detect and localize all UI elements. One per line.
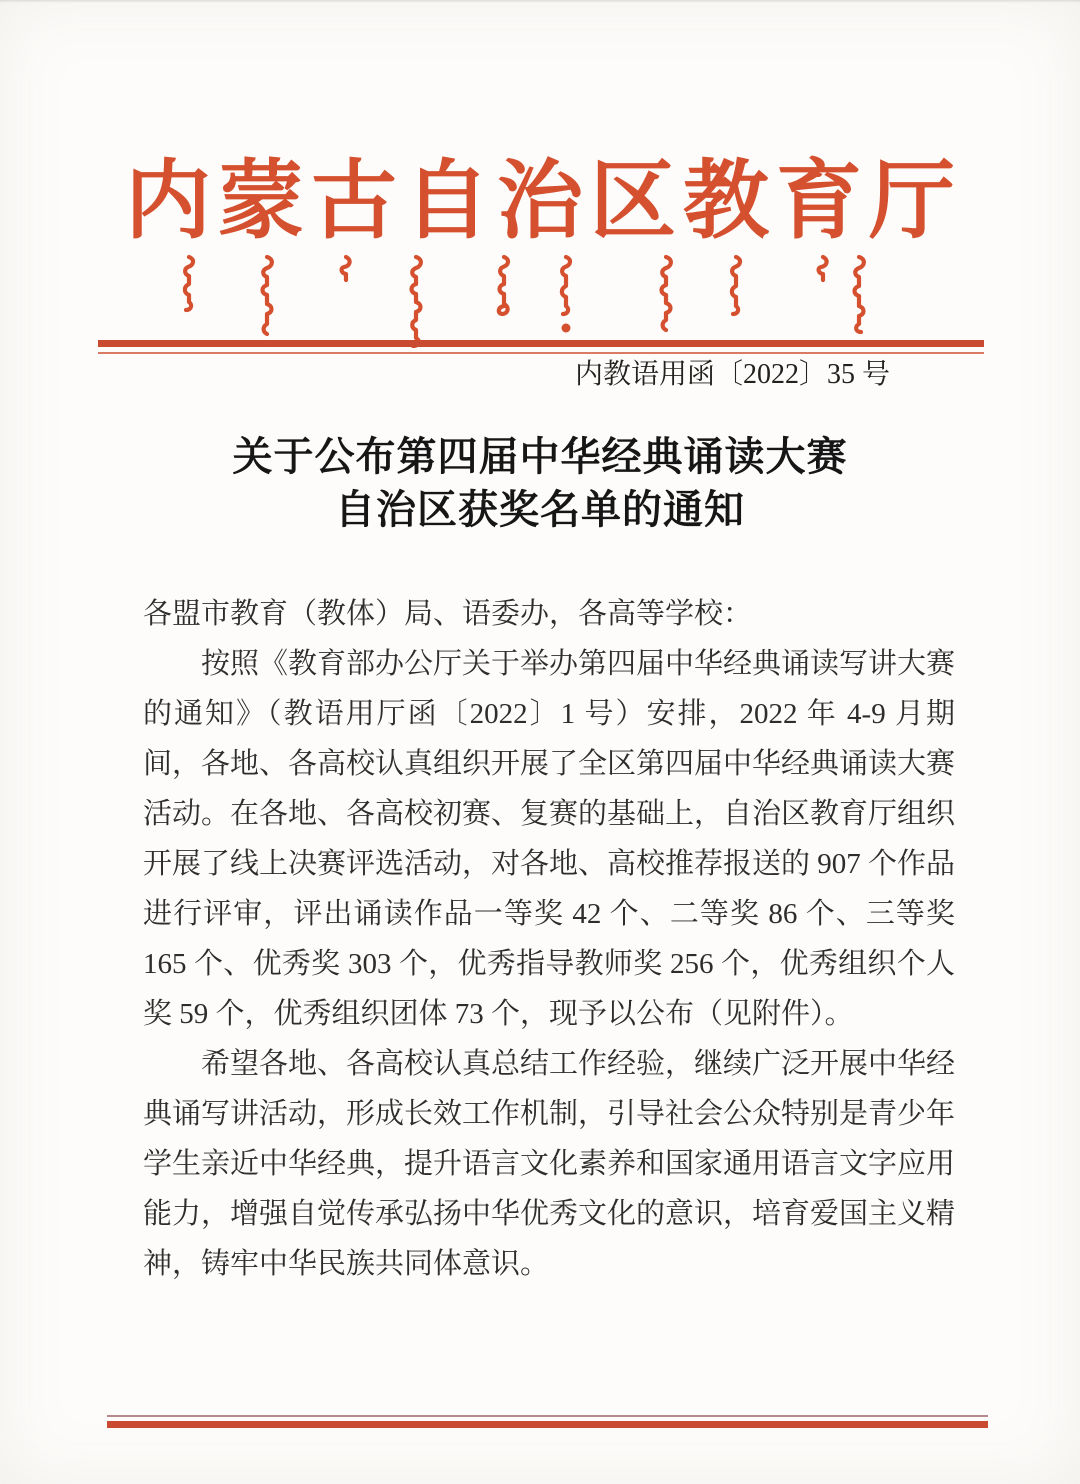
header-rule-thick: [98, 340, 984, 347]
salutation: 各盟市教育（教体）局、语委办，各高等学校：: [143, 598, 753, 630]
paragraph-2: 希望各地、各高校认真总结工作经验，继续广泛开展中华经典诵写讲活动，形成长效工作机制，引导社会公众特别是青少年学生亲近中华经典，提升语言文化素养和国家通用语言文字应用能力，增强自觉传承弘扬中华优秀文化的意识，培育爱国主义精神，铸牢中华民族共同体意识。: [143, 1048, 956, 1280]
doc-title: [0, 430, 1080, 536]
footer-rule-thick: [107, 1421, 988, 1428]
doc-title-line2: 自治区获奖名单的通知: [335, 487, 745, 532]
paragraph-1: 按照《教育部办公厅关于举办第四届中华经典诵读写讲大赛的通知》（教语用厅函〔2022〕1 号）安排，2022 年 4-9 月期间，各地、各高校认真组织开展了全区第四届中华经典诵读大赛活动。在各地、各高校初赛、复赛的基础上，自治区教育厅组织开展了线上决赛评选活动，对各地、高校推荐报送的 907 个作品进行评审，评出诵读作品一等奖 42 个、二等奖 86 个、三等奖 165 个、优秀奖 303 个，优秀指导教师奖 256 个，优秀组织个人奖 59 个，优秀组织团体 73 个，现予以公布（见附件）。: [143, 648, 956, 1030]
org-name: 内蒙古自治区教育厅: [125, 153, 962, 249]
document-body: [143, 589, 955, 1289]
header-rule-thin: [98, 352, 984, 354]
footer-rule-thin: [107, 1415, 988, 1417]
doc-title-line1: 关于公布第四届中华经典诵读大赛: [232, 434, 848, 479]
doc-number: 内教语用函〔2022〕35 号: [574, 359, 890, 390]
